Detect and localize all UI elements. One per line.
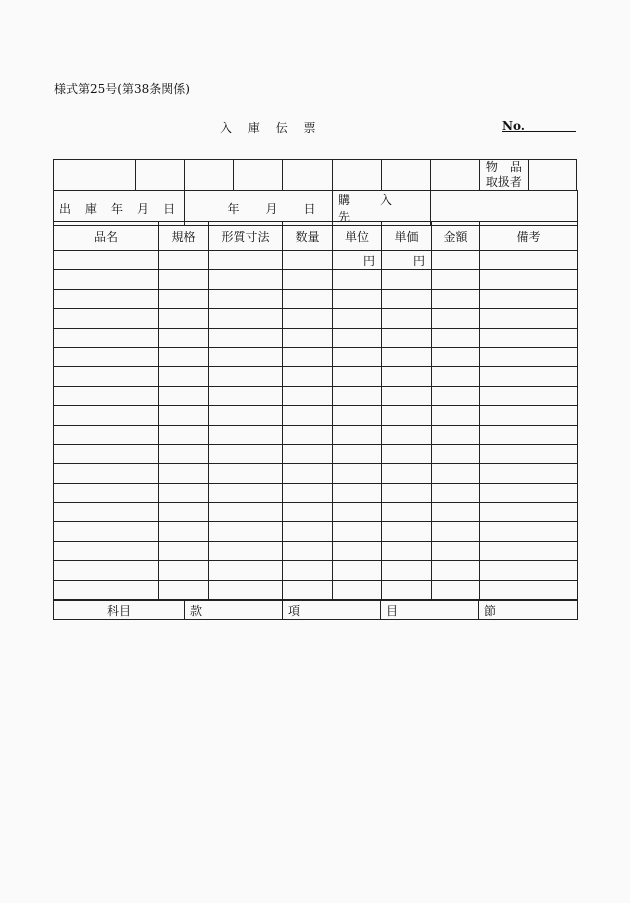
- table-cell[interactable]: [159, 347, 209, 366]
- table-cell[interactable]: [283, 503, 333, 522]
- table-cell[interactable]: [209, 347, 283, 366]
- table-cell[interactable]: [432, 425, 480, 444]
- table-cell[interactable]: [382, 541, 432, 560]
- table-cell[interactable]: [333, 464, 382, 483]
- table-cell[interactable]: [283, 522, 333, 541]
- form-label: 様式第25号(第38条関係): [54, 82, 190, 96]
- handler-label: 物 品 取扱者: [479, 160, 528, 191]
- table-cell[interactable]: [432, 580, 480, 599]
- table-cell[interactable]: [283, 289, 333, 308]
- shipping-date-label: 出 庫 年 月 日: [54, 191, 185, 226]
- subject-label: 科目: [54, 601, 185, 620]
- slip-number: [502, 119, 525, 133]
- table-cell[interactable]: [159, 289, 209, 308]
- table-cell[interactable]: [382, 309, 432, 328]
- table-cell[interactable]: [159, 483, 209, 502]
- table-cell[interactable]: [283, 309, 333, 328]
- table-cell[interactable]: [480, 561, 578, 580]
- table-cell[interactable]: [382, 367, 432, 386]
- table-cell[interactable]: [159, 406, 209, 425]
- supplier-label: 購 入先: [333, 191, 431, 226]
- table-cell[interactable]: [54, 580, 159, 599]
- title-char: 入: [220, 121, 233, 135]
- table-cell[interactable]: [480, 367, 578, 386]
- table-cell[interactable]: [480, 270, 578, 289]
- table-row: [54, 503, 578, 522]
- table-cell[interactable]: [432, 483, 480, 502]
- table-cell[interactable]: [54, 309, 159, 328]
- table-header-row: [54, 222, 578, 251]
- table-cell[interactable]: [432, 309, 480, 328]
- table-cell[interactable]: [333, 444, 382, 463]
- table-row: [54, 289, 578, 308]
- table-cell[interactable]: [333, 289, 382, 308]
- table-cell[interactable]: [333, 522, 382, 541]
- table-cell[interactable]: [333, 503, 382, 522]
- table-cell[interactable]: [382, 522, 432, 541]
- table-cell[interactable]: [480, 483, 578, 502]
- title-char: 伝: [275, 121, 288, 135]
- table-cell[interactable]: [382, 270, 432, 289]
- table-cell[interactable]: [382, 328, 432, 347]
- table-cell[interactable]: [209, 309, 283, 328]
- table-row: [54, 464, 578, 483]
- table-cell[interactable]: [283, 425, 333, 444]
- table-cell[interactable]: [54, 483, 159, 502]
- unit-yen-mark[interactable]: 円: [333, 251, 382, 270]
- table-cell[interactable]: [382, 444, 432, 463]
- title-char: 票: [303, 121, 316, 135]
- table-cell[interactable]: [432, 251, 480, 270]
- blank-cell[interactable]: [430, 160, 479, 191]
- table-cell[interactable]: [283, 541, 333, 560]
- column-header: 備考: [480, 222, 578, 251]
- table-cell[interactable]: [54, 425, 159, 444]
- table-cell[interactable]: [209, 541, 283, 560]
- table-row: [54, 251, 578, 270]
- table-cell[interactable]: [54, 270, 159, 289]
- table-cell[interactable]: [432, 367, 480, 386]
- table-cell[interactable]: [209, 328, 283, 347]
- number-label: No.: [502, 119, 525, 133]
- table-cell[interactable]: [382, 580, 432, 599]
- account-row: [53, 600, 578, 620]
- table-cell[interactable]: [480, 251, 578, 270]
- table-cell[interactable]: [480, 328, 578, 347]
- table-cell[interactable]: [159, 367, 209, 386]
- moku-field[interactable]: 目: [381, 601, 479, 620]
- table-cell[interactable]: [480, 444, 578, 463]
- table-cell[interactable]: [382, 406, 432, 425]
- table-cell[interactable]: [54, 561, 159, 580]
- table-cell[interactable]: [209, 367, 283, 386]
- table-cell[interactable]: [432, 386, 480, 405]
- table-cell[interactable]: [333, 309, 382, 328]
- table-cell[interactable]: [159, 464, 209, 483]
- table-cell[interactable]: [432, 406, 480, 425]
- table-cell[interactable]: [209, 503, 283, 522]
- table-cell[interactable]: [209, 270, 283, 289]
- column-header: 単位: [333, 222, 382, 251]
- table-row: [54, 270, 578, 289]
- table-row: [54, 483, 578, 502]
- table-cell[interactable]: [283, 406, 333, 425]
- table-cell[interactable]: [333, 483, 382, 502]
- blank-cell[interactable]: [136, 160, 185, 191]
- table-cell[interactable]: [209, 444, 283, 463]
- table-cell[interactable]: [432, 522, 480, 541]
- table-cell[interactable]: [283, 444, 333, 463]
- table-cell[interactable]: [54, 328, 159, 347]
- table-cell[interactable]: [333, 328, 382, 347]
- items-table: [53, 221, 578, 600]
- unit-price-yen-mark[interactable]: 円: [382, 251, 432, 270]
- table-cell[interactable]: [159, 541, 209, 560]
- blank-cell[interactable]: [332, 160, 381, 191]
- blank-cell[interactable]: [234, 160, 283, 191]
- table-cell[interactable]: [159, 561, 209, 580]
- table-cell[interactable]: [159, 309, 209, 328]
- table-cell[interactable]: [159, 328, 209, 347]
- table-cell[interactable]: [333, 561, 382, 580]
- kan-field[interactable]: 款: [185, 601, 283, 620]
- table-cell[interactable]: [333, 386, 382, 405]
- table-row: [54, 580, 578, 599]
- table-cell[interactable]: [432, 328, 480, 347]
- table-cell[interactable]: [159, 425, 209, 444]
- table-cell[interactable]: [283, 270, 333, 289]
- table-cell[interactable]: [432, 347, 480, 366]
- table-cell[interactable]: [333, 580, 382, 599]
- table-cell[interactable]: [54, 386, 159, 405]
- table-cell[interactable]: [480, 289, 578, 308]
- table-cell[interactable]: [480, 425, 578, 444]
- column-header: 品名: [54, 222, 159, 251]
- table-cell[interactable]: [209, 289, 283, 308]
- table-cell[interactable]: [432, 561, 480, 580]
- table-cell[interactable]: [209, 425, 283, 444]
- table-cell[interactable]: [159, 251, 209, 270]
- table-cell[interactable]: [159, 522, 209, 541]
- table-cell[interactable]: [283, 386, 333, 405]
- shipping-date-field[interactable]: 年 月 日: [185, 191, 333, 226]
- table-cell[interactable]: [54, 289, 159, 308]
- column-header: 規格: [159, 222, 209, 251]
- table-row: [54, 406, 578, 425]
- table-cell[interactable]: [54, 367, 159, 386]
- table-cell[interactable]: [54, 522, 159, 541]
- table-cell[interactable]: [333, 367, 382, 386]
- blank-cell[interactable]: [185, 160, 234, 191]
- column-header: 形質寸法: [209, 222, 283, 251]
- table-cell[interactable]: [283, 464, 333, 483]
- table-cell[interactable]: [333, 541, 382, 560]
- table-row: [54, 561, 578, 580]
- table-cell[interactable]: [382, 425, 432, 444]
- table-cell[interactable]: [480, 580, 578, 599]
- table-cell[interactable]: [283, 561, 333, 580]
- table-cell[interactable]: [54, 541, 159, 560]
- table-cell[interactable]: [382, 561, 432, 580]
- table-cell[interactable]: [159, 580, 209, 599]
- table-cell[interactable]: [480, 406, 578, 425]
- table-cell[interactable]: [480, 309, 578, 328]
- number-field[interactable]: [520, 131, 576, 132]
- table-cell[interactable]: [283, 251, 333, 270]
- table-cell[interactable]: [209, 251, 283, 270]
- table-row: [54, 444, 578, 463]
- table-cell[interactable]: [333, 347, 382, 366]
- table-cell[interactable]: [382, 503, 432, 522]
- blank-cell[interactable]: [54, 160, 136, 191]
- table-row: [54, 367, 578, 386]
- page-title: [220, 119, 328, 136]
- table-row: [54, 309, 578, 328]
- table-cell[interactable]: [283, 580, 333, 599]
- table-cell[interactable]: [54, 406, 159, 425]
- table-cell[interactable]: [432, 541, 480, 560]
- table-cell[interactable]: [333, 270, 382, 289]
- table-cell[interactable]: [382, 464, 432, 483]
- table-cell[interactable]: [480, 522, 578, 541]
- table-cell[interactable]: [382, 483, 432, 502]
- table-cell[interactable]: [432, 289, 480, 308]
- column-header: 単価: [382, 222, 432, 251]
- title-char: 庫: [247, 121, 260, 135]
- table-cell[interactable]: [54, 503, 159, 522]
- table-cell[interactable]: [209, 580, 283, 599]
- table-cell[interactable]: [159, 503, 209, 522]
- table-cell[interactable]: [432, 444, 480, 463]
- table-cell[interactable]: [333, 406, 382, 425]
- table-cell[interactable]: [333, 425, 382, 444]
- table-cell[interactable]: [54, 464, 159, 483]
- blank-cell[interactable]: [283, 160, 332, 191]
- table-row: [54, 425, 578, 444]
- setsu-field[interactable]: 節: [479, 601, 578, 620]
- table-cell[interactable]: [480, 503, 578, 522]
- table-cell[interactable]: [480, 347, 578, 366]
- table-cell[interactable]: [432, 464, 480, 483]
- table-row: [54, 386, 578, 405]
- table-cell[interactable]: [54, 444, 159, 463]
- table-cell[interactable]: [480, 386, 578, 405]
- table-cell[interactable]: [54, 251, 159, 270]
- table-cell[interactable]: [382, 386, 432, 405]
- table-cell[interactable]: [432, 503, 480, 522]
- table-cell[interactable]: [159, 444, 209, 463]
- table-row: [54, 328, 578, 347]
- kou-field[interactable]: 項: [283, 601, 381, 620]
- table-cell[interactable]: [432, 270, 480, 289]
- handler-field[interactable]: [528, 160, 576, 191]
- table-row: [54, 347, 578, 366]
- table-cell[interactable]: [480, 464, 578, 483]
- table-row: [54, 522, 578, 541]
- blank-cell[interactable]: [381, 160, 430, 191]
- table-cell[interactable]: [480, 541, 578, 560]
- table-cell[interactable]: [283, 367, 333, 386]
- table-cell[interactable]: [209, 483, 283, 502]
- table-cell[interactable]: [209, 464, 283, 483]
- table-cell[interactable]: [382, 289, 432, 308]
- table-row: [54, 541, 578, 560]
- table-cell[interactable]: [209, 522, 283, 541]
- table-cell[interactable]: [283, 328, 333, 347]
- table-cell[interactable]: [209, 561, 283, 580]
- table-cell[interactable]: [209, 386, 283, 405]
- table-cell[interactable]: [54, 347, 159, 366]
- table-cell[interactable]: [382, 347, 432, 366]
- table-cell[interactable]: [283, 347, 333, 366]
- column-header: 数量: [283, 222, 333, 251]
- table-cell[interactable]: [159, 270, 209, 289]
- header-row-1: [53, 159, 577, 191]
- table-cell[interactable]: [159, 386, 209, 405]
- table-cell[interactable]: [283, 483, 333, 502]
- table-cell[interactable]: [209, 406, 283, 425]
- column-header: 金額: [432, 222, 480, 251]
